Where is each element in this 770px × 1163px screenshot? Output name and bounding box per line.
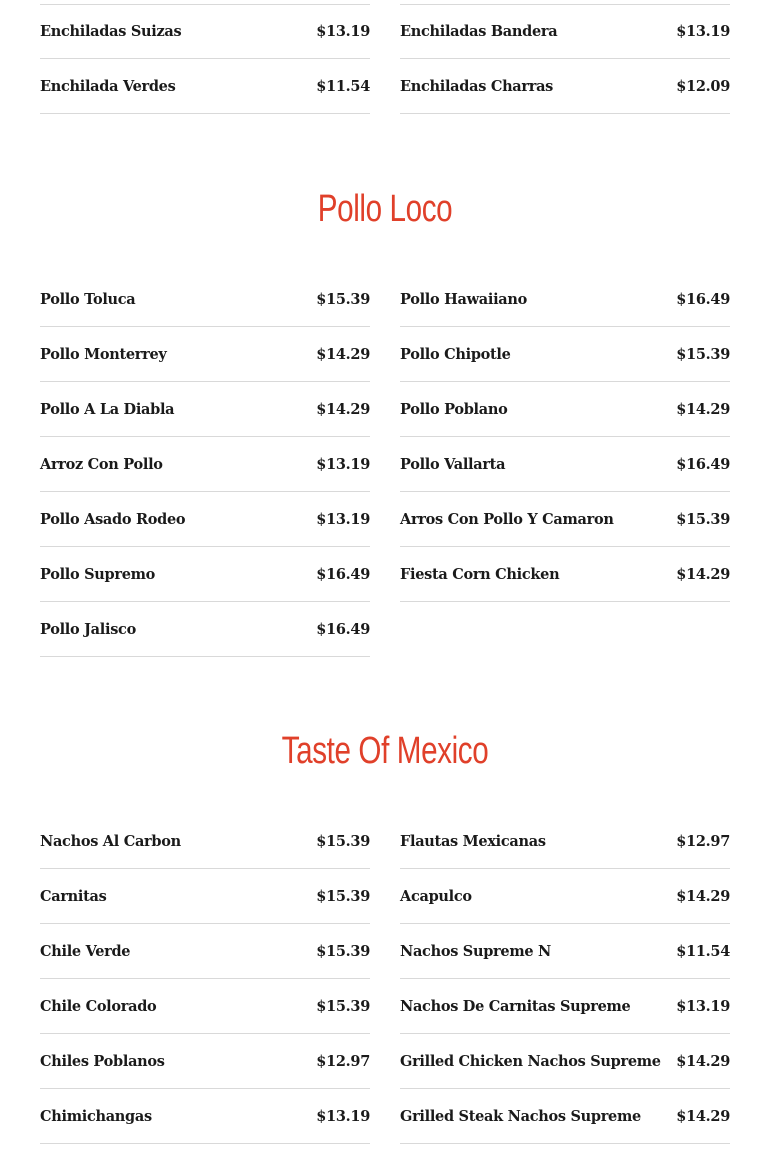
item-price: $14.29 bbox=[316, 400, 370, 418]
taste-of-mexico-section bbox=[40, 814, 730, 1144]
item-price: $13.19 bbox=[676, 997, 730, 1015]
section-title-taste-of-mexico: Taste Of Mexico bbox=[281, 730, 489, 772]
menu-item[interactable] bbox=[40, 1034, 370, 1089]
menu-item[interactable] bbox=[400, 1089, 730, 1144]
menu-item[interactable] bbox=[400, 814, 730, 869]
menu-item[interactable] bbox=[40, 979, 370, 1034]
item-price: $13.19 bbox=[316, 1107, 370, 1125]
item-price: $11.54 bbox=[316, 77, 370, 95]
item-name: Chile Colorado bbox=[40, 997, 157, 1015]
item-name: Chimichangas bbox=[40, 1107, 152, 1125]
item-name: Pollo A La Diabla bbox=[40, 400, 175, 418]
item-name: Arros Con Pollo Y Camaron bbox=[400, 510, 614, 528]
section-title-pollo-loco: Pollo Loco bbox=[317, 188, 453, 230]
item-price: $14.29 bbox=[676, 1052, 730, 1070]
item-price: $13.19 bbox=[316, 455, 370, 473]
menu-item[interactable] bbox=[40, 272, 370, 327]
item-price: $16.49 bbox=[676, 455, 730, 473]
item-name: Acapulco bbox=[400, 887, 472, 905]
menu-item[interactable] bbox=[400, 492, 730, 547]
menu-item[interactable] bbox=[40, 59, 370, 114]
menu-item[interactable] bbox=[400, 547, 730, 602]
item-name: Pollo Toluca bbox=[40, 290, 136, 308]
item-name: Pollo Supremo bbox=[40, 565, 156, 583]
taste-of-mexico-right-column bbox=[400, 814, 730, 1144]
item-price: $14.29 bbox=[676, 400, 730, 418]
menu-item[interactable] bbox=[40, 437, 370, 492]
item-price: $15.39 bbox=[316, 290, 370, 308]
menu-item[interactable] bbox=[400, 869, 730, 924]
menu-item[interactable] bbox=[400, 1034, 730, 1089]
item-name: Grilled Steak Nachos Supreme bbox=[400, 1107, 641, 1125]
menu-item[interactable] bbox=[400, 59, 730, 114]
item-price: $15.39 bbox=[676, 345, 730, 363]
item-price: $15.39 bbox=[316, 997, 370, 1015]
item-name: Pollo Asado Rodeo bbox=[40, 510, 186, 528]
item-price: $12.97 bbox=[676, 832, 730, 850]
menu-item[interactable] bbox=[400, 979, 730, 1034]
menu-item[interactable] bbox=[40, 327, 370, 382]
menu-item[interactable] bbox=[40, 547, 370, 602]
menu-item[interactable] bbox=[400, 437, 730, 492]
item-price: $13.19 bbox=[676, 23, 730, 40]
menu-item[interactable] bbox=[400, 272, 730, 327]
enchiladas-right-column bbox=[400, 4, 730, 114]
item-price: $15.39 bbox=[316, 832, 370, 850]
menu-item[interactable] bbox=[40, 1089, 370, 1144]
item-price: $13.19 bbox=[316, 510, 370, 528]
item-price: $15.39 bbox=[676, 510, 730, 528]
item-name: Pollo Chipotle bbox=[400, 345, 511, 363]
pollo-loco-section bbox=[40, 272, 730, 657]
menu-item[interactable] bbox=[40, 382, 370, 437]
item-name: Enchilada Verdes bbox=[40, 77, 176, 95]
menu-item[interactable] bbox=[400, 924, 730, 979]
item-name: Fiesta Corn Chicken bbox=[400, 565, 560, 583]
enchiladas-section bbox=[40, 4, 730, 114]
pollo-loco-left-column bbox=[40, 272, 370, 657]
item-name: Arroz Con Pollo bbox=[40, 455, 163, 473]
menu-item[interactable] bbox=[40, 814, 370, 869]
menu-item[interactable] bbox=[400, 327, 730, 382]
item-name: Chiles Poblanos bbox=[40, 1052, 165, 1070]
menu-item[interactable] bbox=[40, 869, 370, 924]
item-name: Carnitas bbox=[40, 887, 107, 905]
item-price: $14.29 bbox=[676, 565, 730, 583]
item-price: $16.49 bbox=[316, 565, 370, 583]
item-price: $16.49 bbox=[676, 290, 730, 308]
pollo-loco-right-column bbox=[400, 272, 730, 657]
item-name: Pollo Monterrey bbox=[40, 345, 167, 363]
item-name: Flautas Mexicanas bbox=[400, 832, 546, 850]
item-name: Pollo Hawaiiano bbox=[400, 290, 528, 308]
menu-item[interactable] bbox=[40, 602, 370, 657]
item-name: Chile Verde bbox=[40, 942, 131, 960]
item-name: Nachos Supreme N bbox=[400, 942, 551, 960]
item-price: $14.29 bbox=[676, 887, 730, 905]
menu-item[interactable] bbox=[400, 382, 730, 437]
item-name: Pollo Jalisco bbox=[40, 620, 136, 638]
item-price: $16.49 bbox=[316, 620, 370, 638]
item-price: $13.19 bbox=[316, 23, 370, 40]
menu-item[interactable] bbox=[40, 4, 370, 59]
item-price: $15.39 bbox=[316, 942, 370, 960]
item-price: $15.39 bbox=[316, 887, 370, 905]
item-name: Nachos Al Carbon bbox=[40, 832, 181, 850]
enchiladas-left-column bbox=[40, 4, 370, 114]
taste-of-mexico-left-column bbox=[40, 814, 370, 1144]
item-name: Grilled Chicken Nachos Supreme bbox=[400, 1052, 661, 1070]
item-name: Enchiladas Bandera bbox=[400, 23, 558, 40]
item-name: Pollo Vallarta bbox=[400, 455, 506, 473]
item-price: $12.97 bbox=[316, 1052, 370, 1070]
item-name: Enchiladas Charras bbox=[400, 77, 554, 95]
menu-item[interactable] bbox=[40, 924, 370, 979]
item-price: $14.29 bbox=[676, 1107, 730, 1125]
item-price: $14.29 bbox=[316, 345, 370, 363]
item-price: $11.54 bbox=[676, 942, 730, 960]
item-name: Enchiladas Suizas bbox=[40, 23, 182, 40]
item-price: $12.09 bbox=[676, 77, 730, 95]
menu-item[interactable] bbox=[400, 4, 730, 59]
item-name: Pollo Poblano bbox=[400, 400, 508, 418]
menu-item[interactable] bbox=[40, 492, 370, 547]
item-name: Nachos De Carnitas Supreme bbox=[400, 997, 631, 1015]
